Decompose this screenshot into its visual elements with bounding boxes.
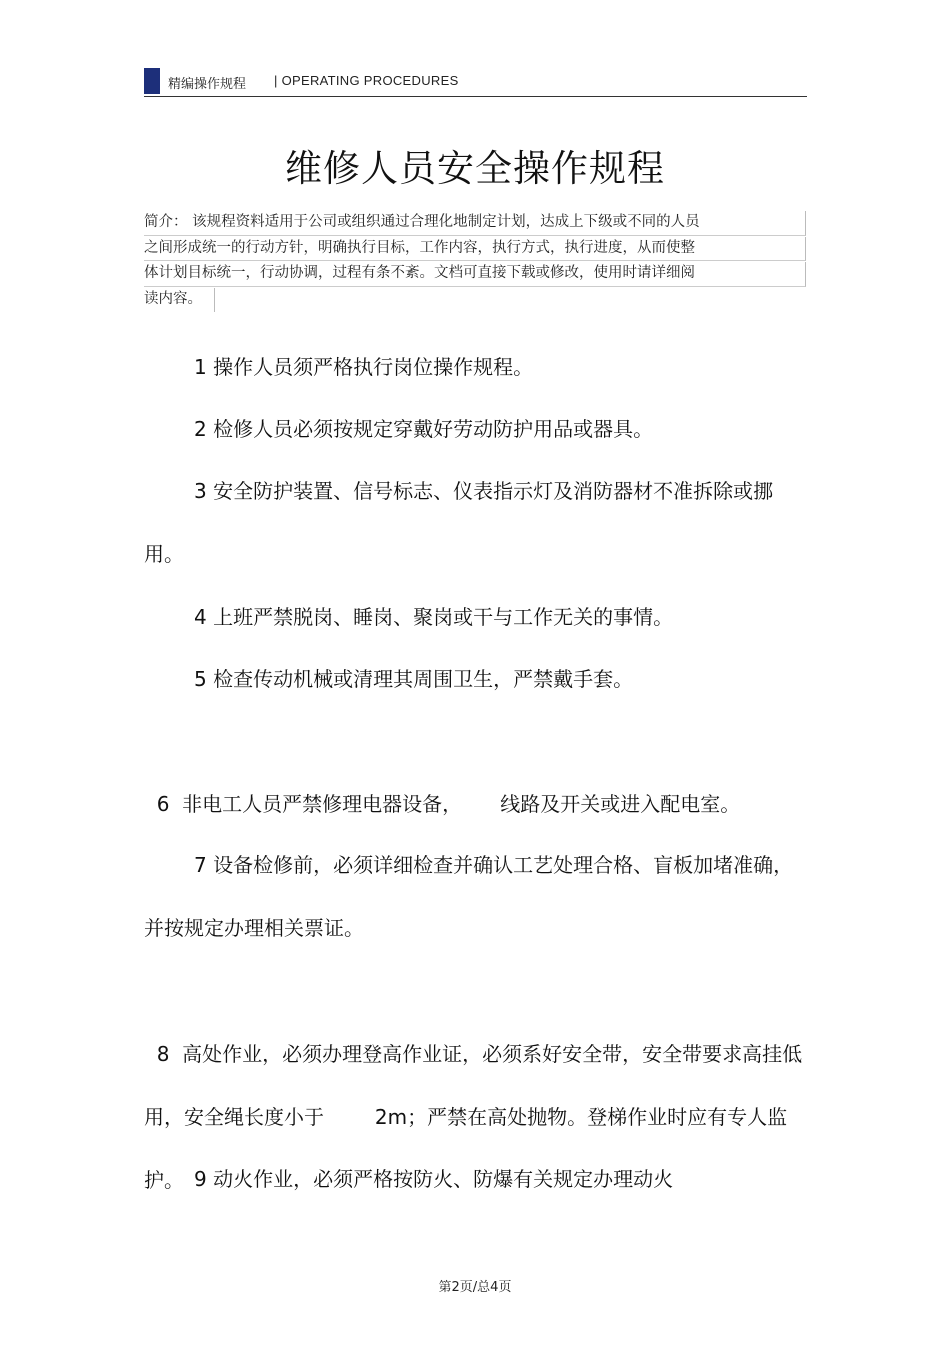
paragraph-text: 2 检修人员必须按规定穿戴好劳动防护用品或器具。 [194,417,654,441]
paragraph-text: 7 设备检修前，必须详细检查并确认工艺处理合格、盲板加堵准确，并按规定办理相关票证。 [144,853,794,940]
paragraph-text: 6 非电工人员严禁修理电器设备， 线路及开关或进入配电室。 [156,792,741,816]
intro-line: 读内容。 [144,288,215,313]
intro-line: 之间形成统一的行动方针，明确执行目标，工作内容，执行方式，执行进度，从而使整 [144,237,806,262]
paragraph-text: 8 高处作业，必须办理登高作业证，必须系好安全带，安全带要求高挂低用，安全绳长度小于 2m；严禁在高处抛物。登梯作业时应有专人监护。 [144,1042,803,1192]
paragraph [144,834,806,960]
header-subtitle: | OPERATING PROCEDURES [274,73,459,88]
paragraph [144,398,806,461]
paragraph [144,586,806,649]
paragraph [144,648,806,711]
paragraph [144,460,806,586]
document-title: 维修人员安全操作规程 [285,147,665,190]
intro-box [144,211,806,313]
paragraph [144,1148,806,1211]
paragraph-text: 5 检查传动机械或清理其周围卫生，严禁戴手套。 [194,667,634,691]
paragraph [144,336,806,399]
paragraph [144,710,806,836]
paragraph-text: 3 安全防护装置、信号标志、仪表指示灯及消防器材不准拆除或挪用。 [144,479,774,566]
paragraph-text: 9 动火作业，必须严格按防火、防爆有关规定办理动火 [194,1167,674,1191]
page-number: 第2页/总4页 [438,1280,512,1295]
paragraph-text: 4 上班严禁脱岗、睡岗、聚岗或干与工作无关的事情。 [194,605,674,629]
page-header [144,66,807,97]
intro-line: 体计划目标统一，行动协调，过程有条不紊。文档可直接下载或修改，使用时请详细阅 [144,262,806,287]
paragraph-text: 1 操作人员须严格执行岗位操作规程。 [194,355,534,379]
header-category: 精编操作规程 [168,77,247,92]
intro-line: 简介： 该规程资料适用于公司或组织通过合理化地制定计划，达成上下级或不同的人员 [144,211,806,236]
logo-icon [144,68,160,94]
